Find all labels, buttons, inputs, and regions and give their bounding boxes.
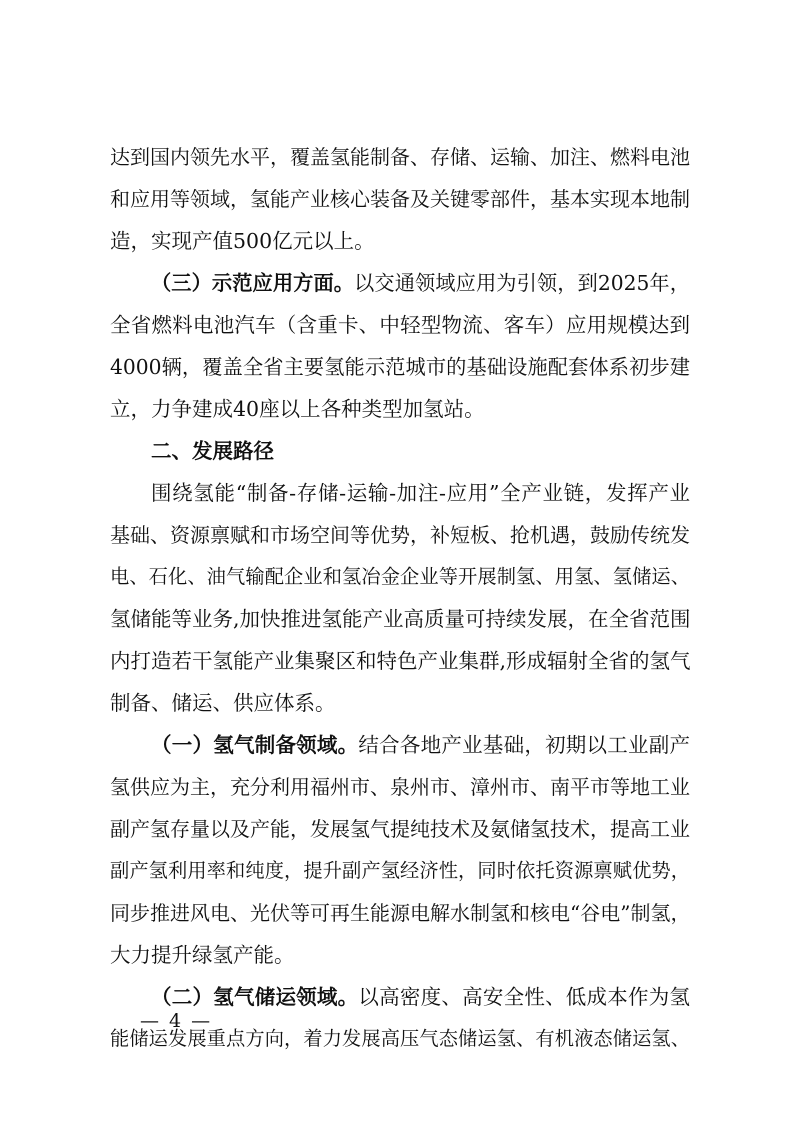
paragraph-line: 4000辆，覆盖全省主要氢能示范城市的基础设施配套体系初步建 xyxy=(110,355,690,379)
paragraph-line: 氢供应为主，充分利用福州市、泉州市、漳州市、南平市等地工业 xyxy=(110,775,690,799)
paragraph-line: 制备、储运、供应体系。 xyxy=(110,691,336,715)
paragraph-text: 以交通领域应用为引领，到2025年， xyxy=(354,271,690,295)
section-heading-demo-application: （三）示范应用方面。 xyxy=(151,271,355,295)
section-heading-hydrogen-production: （一）氢气制备领域。 xyxy=(151,733,359,757)
paragraph-line xyxy=(110,724,690,766)
paragraph-line: 能储运发展重点方向，着力发展高压气态储运氢、有机液态储运氢、 xyxy=(110,1027,690,1050)
paragraph-line: 全省燃料电池汽车（含重卡、中轻型物流、客车）应用规模达到 xyxy=(110,313,690,337)
paragraph-line: 内打造若干氢能产业集聚区和特色产业集群,形成辐射全省的氢气 xyxy=(110,649,691,673)
section-heading-development-path: 二、发展路径 xyxy=(151,439,274,463)
paragraph-line: 副产氢利用率和纯度，提升副产氢经济性，同时依托资源禀赋优势， xyxy=(110,859,690,882)
paragraph-line: 和应用等领域，氢能产业核心装备及关键零部件，基本实现本地制 xyxy=(110,187,690,211)
paragraph-line: 围绕氢能“制备-存储-运输-加注-应用”全产业链，发挥产业 xyxy=(151,481,690,505)
paragraph-line: 基础、资源禀赋和市场空间等优势，补短板、抢机遇，鼓励传统发 xyxy=(110,523,690,547)
paragraph-line: 立，力争建成40座以上各种类型加氢站。 xyxy=(110,397,485,421)
page-number: — 4 — xyxy=(140,1010,213,1032)
paragraph-line: 造，实现产值500亿元以上。 xyxy=(110,229,375,253)
section-heading-hydrogen-storage: （二）氢气储运领域。 xyxy=(151,985,359,1009)
document-body xyxy=(110,136,690,1060)
paragraph-line: 电、石化、油气输配企业和氢冶金企业等开展制氢、用氢、氢储运、 xyxy=(110,565,690,588)
paragraph-line: 氢储能等业务,加快推进氢能产业高质量可持续发展，在全省范围 xyxy=(110,607,691,631)
paragraph-line: 副产氢存量以及产能，发展氢气提纯技术及氨储氢技术，提高工业 xyxy=(110,817,690,841)
paragraph-text: 结合各地产业基础，初期以工业副产 xyxy=(358,733,691,757)
paragraph-line: 达到国内领先水平，覆盖氢能制备、存储、运输、加注、燃料电池 xyxy=(110,145,690,169)
paragraph-line: 大力提升绿氢产能。 xyxy=(110,943,295,967)
paragraph-line: 同步推进风电、光伏等可再生能源电解水制氢和核电“谷电”制氢， xyxy=(110,901,691,925)
paragraph-line xyxy=(110,262,690,304)
paragraph-text: 以高密度、高安全性、低成本作为氢 xyxy=(358,985,691,1009)
